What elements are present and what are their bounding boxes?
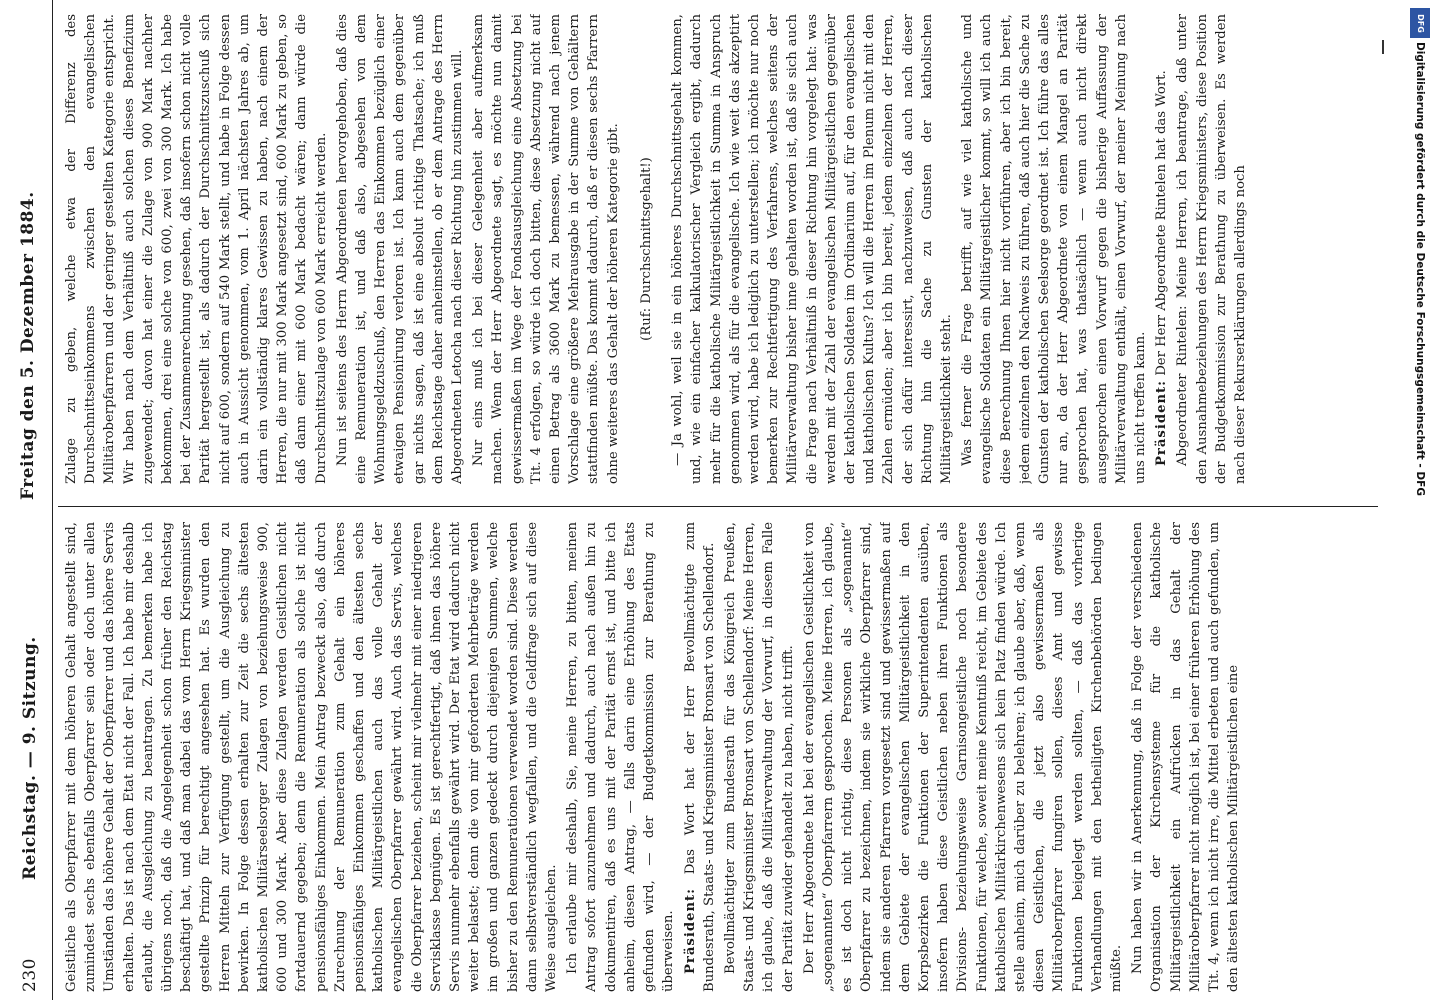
paragraph: Ich erlaube mir deshalb, Sie, meine Herren, zu bitten, meinen Antrag sofort anzunehmen und dadurch, auch nach außen hin zu dokumentiren, daß es uns mit der Parität ernst ist, und bitte ich anheim, diesen Antrag, — falls darin eine Erhöhung des Etats gefunden wird, — der Budgetkommission zur Berathung zu überweisen. [565, 522, 677, 992]
paragraph: Abgeordneter Rintelen: Meine Herren, ich beantrage, daß unter den Ausnahmebeziehungen des Herrn Kriegsministers, diese Position der Budgetkommission zur Berathung zu überweisen. Es werden nach dieser Rekurserklärungen allerdings noch [1175, 14, 1248, 484]
dfg-logo [1410, 8, 1430, 38]
paragraph: Das Wort hat der Herr Bevollmächtigte zum Bundesrath, Staats- und Kriegsminister Bronsart von Schellendorf. [682, 522, 717, 992]
paragraph: Nun haben wir in Anerkennung, daß in Folge der verschiedenen Organisation der Kirchensysteme für die katholische Militärgeistlichkeit ein Aufrücken in das Gehalt der Militäroberpfarrer nicht möglich ist, bei einer früheren Erhöhung des Tit. 4, wenn ich nicht irre, die Mittel erbeten und auch gefunden, um den ältesten katholischen Militärgeistlichen eine [1130, 522, 1242, 992]
paragraph: Zulage zu geben, welche etwa der Differenz des Durchschnittseinkommens zwischen den evangelischen Militäroberpfarrern und der geringer gestellten Kategorie entspricht. Wir haben nach dem Verhältniß auch solchen dieses Benefizium zugewendet; davon hat einer die Zulage von 900 Mark nachher bekommen, drei eine solche von 600, zwei von 300 Mark. Ich habe bei der Zusammenrechnung gesehen, daß insofern schon nicht volle Parität hergestellt ist, als dadurch der Durchschnittszuschuß sich nicht auf 600, sondern auf 540 Mark stellt, und habe in Folge dessen auch in Aussicht genommen, vom 1. April nächsten Jahres ab, um darin ein vollständig klares Gewissen zu haben, nach einem der Herren, die nur mit 300 Mark angesetzt sind, 600 Mark zu geben, so daß dann einer mit 600 Mark bedacht wären; dann würde die Durchschnittszulage von 600 Mark erreicht werden. [64, 14, 329, 484]
right-column [62, 14, 1382, 484]
paragraph: Nur eins muß ich bei dieser Gelegenheit aber aufmerksam machen. Wenn der Herr Abgeordnete sagt, es möchte nun damit gewissermaßen im Wege der Fondsausgleichung eine Absetzung bei Tit. 4 erfolgen, so würde ich doch bitten, diese Absetzung nicht auf einen Betrag als 3600 Mark zu bemessen, während nach jenem Vorschlage eine größere Mehrausgabe in der Summe von Gehältern stattfinden müßte. Das kommt dadurch, daß er diesen sechs Pfarrern ohne weiteres das Gehalt der höheren Kategorie gibt. [471, 14, 621, 484]
header-date: Freitag den 5. Dezember 1884. [18, 191, 38, 500]
left-column [62, 522, 1382, 992]
dfg-logo-text: DFG [1415, 13, 1425, 33]
column-divider [58, 506, 1378, 507]
paragraph: Was ferner die Frage betrifft, auf wie viel katholische und evangelische Soldaten ein Militärgeistlicher kommt, so will ich auch diese Berechnung Ihnen hier nicht vorführen, aber ich bin bereit, jedem einzelnen den Nachweis zu führen, daß auch hier die Sache zu Gunsten der katholischen Seelsorge geordnet ist. Ich führe das alles nur an, da der Herr Abgeordnete von einem Mangel an Parität gesprochen hat, was thatsächlich — wenn auch nicht direkt ausgesprochen einen Vorwurf gegen die bisherige Auffassung der Militärverwaltung enthält, einen Vorwurf, der meiner Meinung nach uns nicht treffen kann. [960, 14, 1148, 484]
dfg-credit-text: Digitalisierung gefördert durch die Deutsche Forschungsgemeinschaft - DFG [1414, 42, 1426, 496]
paragraph: Der Herr Abgeordnete Rintelen hat das Wort. [1154, 70, 1170, 376]
page-number: 230 [20, 958, 40, 992]
speaker-label: Präsident: [682, 887, 698, 974]
speaker-label: Präsident: [1154, 379, 1170, 466]
paragraph: — Ja wohl, weil sie in ein höheres Durchschnittsgehalt kommen, und, wie ein einfacher kalkulatorischer Vergleich ergibt, dadurch mehr für die katholische Militärgeistlichkeit in Summa in Anspruch genommen wird, als für die evangelische. Ich wie weit das akzeptirt werden wird, habe ich lediglich zu unterstellen; ich möchte nur noch bemerken zur Rechtfertigung des Verfahrens, welches seitens der Militärverwaltung bisher inne gehalten worden ist, daß sie sich auch die Frage nach Verhältniß in dieser Richtung hin vorgelegt hat: was werden mit der Zahl der evangelischen Militärgeistlichen gegenüber der katholischen Soldaten im Ordinarium auf, für den evangelischen und katholischen Kultus? Ich will die Herren im Plenum nicht mit den Zahlen ermüden; aber ich bin bereit, jedem einzelnen der Herren, der sich dafür interessirt, nachzuweisen, daß auch nach dieser Richtung hin die Sache zu Gunsten der katholischen Militärgeistlichkeit steht. [670, 14, 954, 484]
header-rule [52, 0, 53, 1000]
interjection: (Ruf: Durchschnittsgehalt!) [638, 157, 654, 341]
paragraph: Bevollmächtigter zum Bundesrath für das Königreich Preußen, Staats- und Kriegsminister Bronsart von Schellendorf: Meine Herren, ich glaube, daß die Militärverwaltung der Vorwurf, in diesem Falle der Parität zuwider gehandelt zu haben, nicht trifft. [722, 522, 796, 992]
paragraph: Geistliche als Oberpfarrer mit dem höheren Gehalt angestellt sind, zumindest sechs ebenfalls Oberpfarrer sein oder doch unter allen Umständen das höhere Gehalt der Oberpfarrer und das höhere Servis erhalten. Das ist nach dem Etat nicht der Fall. Ich habe mir deshalb erlaubt, die Ausgleichung zu beantragen. Zu bemerken habe ich übrigens noch, daß die Angelegenheit schon früher den Reichstag beschäftigt hat, und daß man dabei das vom Herrn Kriegsminister gestellte Prinzip für berechtigt angesehen hat. Es wurden den Herren Mitteln zur Verfügung gestellt, um die Ausgleichung zu bewirken. In Folge dessen erhalten zur Zeit die sechs ältesten katholischen Militärseelsorger Zulagen von beziehungsweise 900, 600 und 300 Mark. Aber diese Zulagen werden Geistlichen nicht fortdauernd gegeben; denn die Remuneration als solche ist nicht pensionsfähiges Einkommen. Mein Antrag bezweckt also, daß durch Zurechnung der Remuneration zum Gehalt ein höheres pensionsfähiges Einkommen geschaffen und den ältesten sechs katholischen Militärgeistlichen auch das volle Gehalt der evangelischen Oberpfarrer gewährt wird. Auch das Servis, welches die Oberpfarrer beziehen, scheint mir vielmehr mit einer niedrigeren Servisklasse begnügen. Es ist gerechtfertigt, daß ihnen das höhere Servis nunmehr ebenfalls gewährt wird. Der Etat wird dadurch nicht weiter belastet; denn die von mir geforderten Mehrbeträge werden im großen und ganzen gedeckt durch diejenigen Summen, welche bisher zu den Remunerationen verwendet worden sind. Diese werden dann selbstverständlich wegfallen, und die Geldfrage sich auf diese Weise ausgleichen. [64, 522, 560, 992]
paragraph: Der Herr Abgeordnete hat bei der evangelischen Geistlichkeit von „sogenannten“ Oberpfarrern gesprochen. Meine Herren, ich glaube, es ist doch nicht richtig, diese Personen als „sogenannte“ Oberpfarrer zu bezeichnen, indem sie wirkliche Oberpfarrer sind, indem sie anderen Pfarrern vorgesetzt sind und gewissermaßen auf dem Gebiete der evangelischen Militärgeistlichkeit in den Korpsbezirken die Funktionen der Superintendenten ausüben, insofern haben diese Geistlichen neben ihren Funktionen als Divisions- beziehungsweise Garnisongeistliche noch besondere Funktionen, für welche, soweit meine Kenntniß reicht, im Gebiete des katholischen Militärkirchenwesens sich kein Platz finden würde. Ich stelle anheim, mich darüber zu belehren; ich glaube aber, daß, wenn diesen Geistlichen, die jetzt also gewissermaßen als Militäroberpfarrer fungiren sollen, dieses Amt und gewisse Funktionen beigelegt werden sollten, — daß das vorherige Verhandlungen mit den betheiligten Kirchenbehörden bedingen müßte. [801, 522, 1124, 992]
page-header [18, 0, 48, 1000]
header-title: Reichstag. — 9. Sitzung. [20, 636, 40, 880]
sidebar-strip [1408, 0, 1432, 1000]
paragraph: Nun ist seitens des Herrn Abgeordneten hervorgehoben, daß dies eine Remuneration ist, und daß also, abgesehen von dem Wohnungsgeldzuschuß, den Herren das Einkommen bezüglich einer etwaigen Pensionirung verloren ist. Ich kann auch dem gegenüber gar nichts sagen, daß ist eine absolut richtige Thatsache; ich muß dem Reichstage daher anheimstellen, ob er dem Antrage des Herrn Abgeordneten Letocha nach dieser Richtung hin zustimmen will. [334, 14, 466, 484]
margin-mark [1382, 40, 1384, 54]
